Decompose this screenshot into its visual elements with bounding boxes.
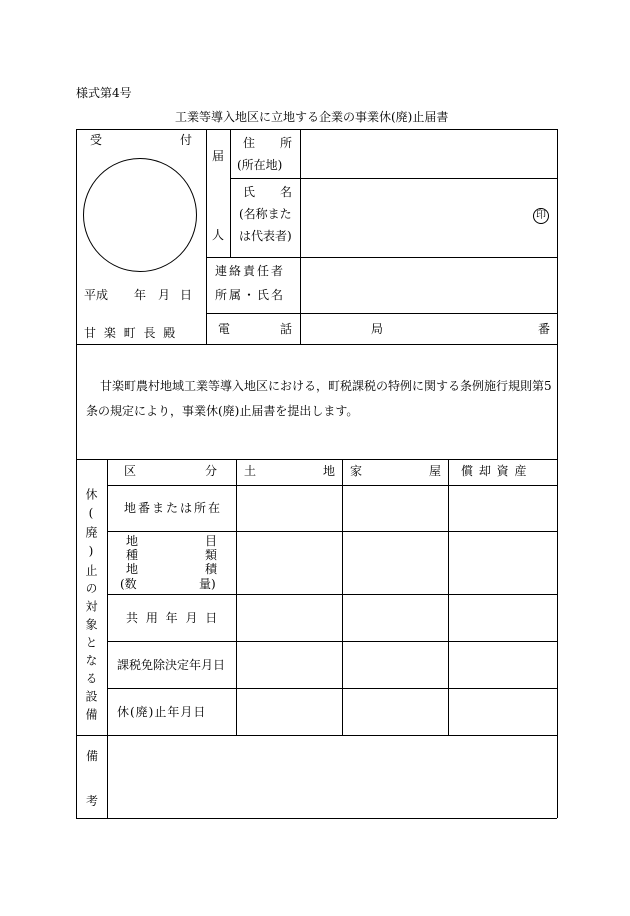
address-label-sub: (所在地) (237, 158, 283, 172)
name-field[interactable] (301, 179, 526, 256)
contact-label-2: 所属・氏名 (215, 288, 286, 302)
header-depreciable: 償 却 資 産 (461, 464, 528, 478)
row-shared-date: 共 用 年 月 日 (126, 611, 220, 625)
receipt-stamp-circle (83, 158, 197, 272)
applicant-side-top: 届 (212, 149, 225, 163)
phone-label-2: 話 (280, 322, 293, 336)
receipt-date-month: 月 (158, 288, 171, 302)
applicant-side-bottom: 人 (212, 228, 225, 242)
row-closure-date: 休(廃)止年月日 (117, 705, 207, 719)
header-house-1: 家 (350, 464, 363, 478)
name-label-2: 名 (280, 185, 293, 199)
header-category-2: 分 (205, 464, 218, 478)
row-lot-number: 地番または所在 (124, 501, 223, 515)
header-category-1: 区 (124, 464, 137, 478)
name-label-sub-1: (名称また (239, 207, 292, 221)
contact-field[interactable] (301, 258, 556, 312)
header-land-2: 地 (323, 464, 336, 478)
receipt-date-day: 日 (180, 288, 193, 302)
receipt-label-right: 付 (180, 133, 193, 147)
row-type-2: 類 (205, 548, 218, 562)
remarks-field[interactable] (108, 736, 556, 817)
address-label-1: 住 (243, 136, 256, 150)
header-house-2: 屋 (429, 464, 442, 478)
phone-station-label: 局 (371, 322, 384, 336)
remarks-label-1: 備 (86, 749, 99, 763)
phone-number-label: 番 (538, 322, 551, 336)
address-field[interactable] (301, 130, 556, 177)
phone-field[interactable] (301, 314, 556, 343)
receipt-date-era: 平成 (84, 288, 109, 302)
form-number: 様式第4号 (76, 86, 132, 100)
header-land-1: 土 (244, 464, 257, 478)
row-exemption-date: 課税免除決定年月日 (117, 658, 226, 672)
statement-line-2: 条の規定により，事業休(廃)止届書を提出します。 (86, 404, 359, 418)
name-label-sub-2: は代表者) (239, 229, 292, 243)
statement-line-1: 甘楽町農村地域工業等導入地区における，町税課税の特例に関する条例施行規則第5 (100, 379, 552, 393)
seal-mark (533, 208, 549, 224)
facility-side-label: 休(廃)止の対象となる設備 (84, 488, 98, 726)
contact-label-1: 連絡責任者 (215, 264, 286, 278)
page-title: 工業等導入地区に立地する企業の事業休(廃)止届書 (175, 110, 449, 124)
name-label-1: 氏 (243, 185, 256, 199)
row-land-category-1: 地 (126, 534, 139, 548)
row-quantity-2: 量) (199, 577, 216, 591)
address-label-2: 所 (280, 136, 293, 150)
seal-text: 印 (536, 210, 546, 221)
row-quantity-1: (数 (120, 577, 137, 591)
remarks-label-2: 考 (86, 794, 99, 808)
addressee: 甘 楽 町 長 殿 (84, 326, 178, 340)
receipt-label-left: 受 (90, 133, 103, 147)
row-area-2: 積 (205, 562, 218, 576)
row-type-1: 種 (126, 548, 139, 562)
receipt-date-year: 年 (134, 288, 147, 302)
phone-label-1: 電 (218, 322, 231, 336)
row-area-1: 地 (126, 562, 139, 576)
row-land-category-2: 目 (205, 534, 218, 548)
